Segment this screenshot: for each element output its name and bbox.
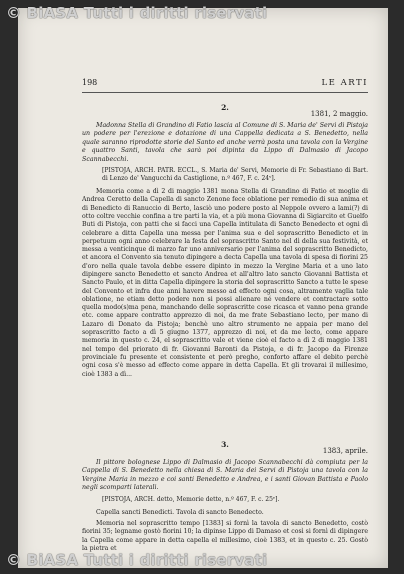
section-body: Memoria come a dì 2 di maggio 1381 mona Stella di Grandino di Fatio et moglie di Andrea Ceretto della Capella di sancto Zenone fece oblatione per remedio di sua anima et di Benedicto di Ranuccio di Berto, lasciò uno podere posto al Neppole ovvero a lami(?) di otto coltre vecchie confina a tre parti la via, et a più mona Giovanna di Sigiarcito et Guelfo Buti di Pistoja, con patti che si facci una Capella intitulata di Sancto Benedecto et ogni dì celebrare a ditta Capella una messa per l'anima sua e del soprascritto Benedicto et in perpetuum ogni anno celebrare la festa del soprascritto Santo nel dì della sua festività, et messa a venticinque di marzo far uno anniversario per l'anima del soprascritto Benedicto, et ancora el Convento sia tenuto dipingere a decta Capella una tavola di spesa di fiorini 25 d'oro nella quale tavola debbe essere dipinto in mezzo la Vergine Maria et a uno lato dipingere sancto Benedetto et sancto Andrea et all'altro lato sancto Giovanni Battista et Sancto Paulo, et in ditta Capella dipingere la storia del soprascritto Sancto a tutte le spese del Convento et infra due anni havere messo ad effecto ogni cosa, altramente vaglia tale oblatione, ne etiam detto podere non si possi alienare né vendere et contractare sotto quella modo(s)ma pena, manchando delle soprascritte cose ricasca et vanno pena grande etc. come appare contratto apprezzo di noi, da me frate Sebastiano lecto, per mano di Lazaro di Donato da Pistoja; benchè uno altro strumento ne appaia per mano del soprascritto facto a dì 5 giugno 1377, apprezzo di noi, et da me lecto, come appare memoria in questo c. 24, el soprascritto vale et viene cioè el facto a dì 2 di maggio 1381 nel tempo del priorato di fr. Giovanni Baronti da Pistoja, e di fr. Jacopo da Firenze provinciale fu presente et consistente et però pregho, conforto affare el debito perchè ogni cosa s'è messo ad effecto come appare in detta Capella. Et gli trovarai il millesimo, cioè 1383 a dì...: [82, 188, 368, 378]
page-header: [82, 78, 368, 90]
section-body: Memoria nel soprascritto tempo [1383] si fornì la tavola di sancto Benedetto, costò fiorini 35; legname gostò fiorini 10; la dipinse Lippo di Damaso et così si fornì di dipingere la Capella come appare in detta capella el millesimo, cioè 1383, et in questo c. 25. Gostò la pietra et: [82, 519, 368, 552]
watermark-top: © BiASA Tutti i diritti riservati: [6, 4, 268, 22]
section-source: [PISTOJA, ARCH. PATR. ECCL., S. Maria de' Servi, Memorie di Fr. Sebastiano di Bart. di Lenzo de' Vangucchi da Castiglione, n.º 467, F. c. 24ᵛ].: [102, 167, 368, 183]
section-3: [82, 440, 368, 553]
section-number: 2.: [221, 103, 229, 112]
document-page: [18, 8, 388, 568]
section-date: 1383, aprile.: [322, 447, 368, 455]
page-number: 198: [82, 78, 98, 87]
section-body-heading: Capella sancti Benedicti. Tavola di sancto Benedecto.: [96, 508, 264, 516]
section-summary: Il pittore bolognese Lippo di Dalmasio di Jacopo Scannabecchi dà compiuta per la Cappella di S. Benedetto nella chiesa di S. Maria dei Servi di Pistoja una tavola con la Vergine Maria in mezzo e coi santi Benedetto e Andrea, e i santi Giovan Battista e Paolo negli scomparti laterali.: [82, 459, 368, 492]
journal-title: LE ARTI: [321, 78, 368, 88]
header-rule: [82, 92, 368, 93]
section-date: 1381, 2 maggio.: [310, 110, 368, 118]
section-2: [82, 103, 368, 379]
section-number: 3.: [221, 440, 229, 449]
section-summary: Madonna Stella di Grandino di Fatio lascia al Comune di S. Maria de' Servi di Pistoja un podere per l'erezione e dotazione di una Cappella dedicata a S. Benedetto, nella quale saranno riprodotte storie del Santo ed anche verrà posta una tavola con la Vergine e quattro Santi, tavola che sarà poi dipinta da Lippo di Dalmasio di Jacopo Scannabecchi.: [82, 122, 368, 163]
section-source: [PISTOJA, ARCH. detto, Memorie dette, n.º 467, F. c. 25ᵛ].: [102, 495, 280, 503]
watermark-bottom: © BiASA Tutti i diritti riservati: [6, 551, 268, 569]
